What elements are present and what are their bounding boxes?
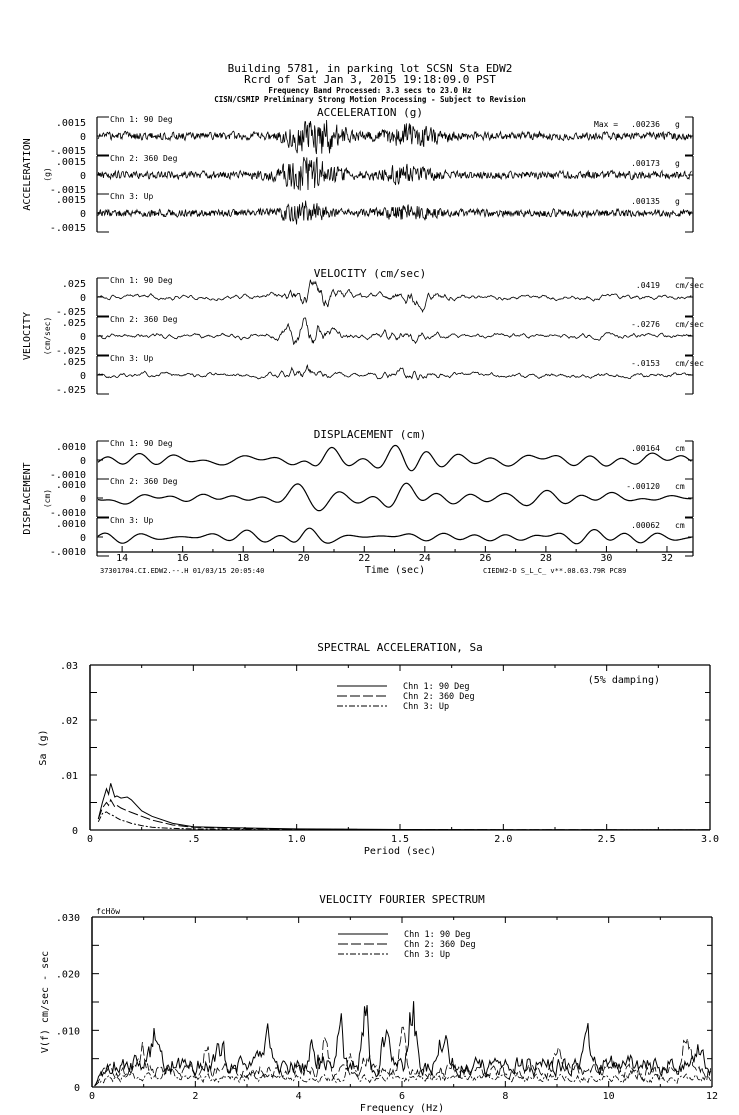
channel-peak-unit: g xyxy=(675,197,680,206)
y-tick-label-positive: .025 xyxy=(61,318,86,329)
channel-label: Chn 2: 360 Deg xyxy=(110,477,178,486)
displacement-trace-chn1 xyxy=(98,446,691,471)
y-tick-label-positive: .0010 xyxy=(55,442,86,453)
y-tick-label-zero: 0 xyxy=(79,132,86,143)
y-tick-label-positive: .0015 xyxy=(55,118,86,129)
time-tick-label: 30 xyxy=(600,553,613,564)
max-label: Max = xyxy=(594,120,619,129)
channel-label: Chn 1: 90 Deg xyxy=(110,115,173,124)
y-tick-label-zero: 0 xyxy=(79,293,86,304)
x-tick-label: 0 xyxy=(86,834,94,845)
y-tick-label-negative: -.0010 xyxy=(49,470,86,481)
time-tick-label: 28 xyxy=(539,553,552,564)
y-tick-label: 0 xyxy=(73,1083,80,1094)
y-axis-label: Sa (g) xyxy=(38,729,49,766)
y-tick-label-negative: -.025 xyxy=(55,346,86,357)
x-tick-label: 2 xyxy=(192,1091,199,1102)
y-tick-label-zero: 0 xyxy=(79,494,86,505)
y-tick-label-zero: 0 xyxy=(79,209,86,220)
velocity-axis-label: VELOCITY xyxy=(22,311,33,361)
spectral-acceleration-title: SPECTRAL ACCELERATION, Sa xyxy=(317,641,483,654)
sa-curve-chn1 xyxy=(98,783,710,830)
channel-label: Chn 3: Up xyxy=(110,516,154,525)
channel-peak-value: .00236 xyxy=(631,120,660,129)
channel-peak-value: -.0276 xyxy=(631,320,660,329)
channel-label: Chn 2: 360 Deg xyxy=(110,315,178,324)
channel-peak-unit: cm/sec xyxy=(675,281,704,290)
y-axis-label: V(f) cm/sec - sec xyxy=(40,950,51,1054)
channel-peak-unit: g xyxy=(675,120,680,129)
sa-curve-chn3 xyxy=(98,812,710,830)
x-tick-label: 0 xyxy=(88,1091,96,1102)
y-tick-label: .030 xyxy=(55,913,80,924)
legend-label-chn3: Chn 3: Up xyxy=(403,702,450,712)
y-tick-label-positive: .025 xyxy=(61,279,86,290)
channel-peak-value: .00164 xyxy=(631,444,660,453)
channel-peak-value: -.0153 xyxy=(631,359,660,368)
y-tick-label: .03 xyxy=(59,661,78,672)
fourier-curve-chn2 xyxy=(95,1027,711,1086)
y-tick-label-negative: -.0015 xyxy=(49,185,86,196)
processing-id-footer: CIEDW2-D S_L_C_ v**.08.63.79R PC89 xyxy=(483,567,627,575)
y-tick-label-negative: -.0015 xyxy=(49,223,86,234)
y-tick-label: .02 xyxy=(59,716,78,727)
x-axis-label: Period (sec) xyxy=(363,846,437,857)
time-tick-label: 22 xyxy=(358,553,371,564)
y-tick-label: .020 xyxy=(55,969,80,981)
x-tick-label: 10 xyxy=(602,1091,615,1102)
channel-peak-value: .0419 xyxy=(635,281,660,290)
x-tick-label: 3.0 xyxy=(700,834,720,845)
y-tick-label-negative: -.025 xyxy=(55,385,86,396)
time-tick-label: 20 xyxy=(297,553,310,564)
y-tick-label: .01 xyxy=(59,771,78,782)
y-tick-label-zero: 0 xyxy=(79,371,86,382)
time-tick-label: 14 xyxy=(116,553,129,564)
x-tick-label: 2.5 xyxy=(597,834,616,845)
x-tick-label: .5 xyxy=(187,834,200,845)
y-tick-label-zero: 0 xyxy=(79,456,86,467)
x-tick-label: 2.0 xyxy=(494,834,513,845)
channel-peak-unit: cm xyxy=(675,521,685,530)
channel-label: Chn 3: Up xyxy=(110,354,154,363)
channel-label: Chn 2: 360 Deg xyxy=(110,154,178,163)
y-tick-label-positive: .0015 xyxy=(55,157,86,168)
velocity-trace-chn3 xyxy=(98,365,691,380)
time-tick-label: 18 xyxy=(237,553,250,564)
displacement-title: DISPLACEMENT (cm) xyxy=(313,428,427,441)
y-tick-label-zero: 0 xyxy=(79,171,86,182)
channel-peak-unit: cm/sec xyxy=(675,359,704,368)
header-processing-note: CISN/CSMIP Preliminary Strong Motion Processing - Subject to Revision xyxy=(214,95,526,104)
channel-label: Chn 1: 90 Deg xyxy=(110,276,173,285)
corner-label: fcHöw xyxy=(96,907,121,916)
time-tick-label: 24 xyxy=(418,553,431,564)
legend-label-chn1: Chn 1: 90 Deg xyxy=(403,682,470,692)
y-tick-label-positive: .0010 xyxy=(55,480,86,491)
header-frequency-band: Frequency Band Processed: 3.3 secs to 23.0 Hz xyxy=(268,86,472,95)
legend-label-chn2: Chn 2: 360 Deg xyxy=(403,692,475,702)
channel-peak-unit: cm xyxy=(675,482,685,491)
y-tick-label-zero: 0 xyxy=(79,332,86,343)
velocity-unit-label: (cm/sec) xyxy=(43,316,52,356)
time-tick-label: 16 xyxy=(176,553,189,564)
acceleration-title: ACCELERATION (g) xyxy=(317,106,423,119)
channel-label: Chn 3: Up xyxy=(110,192,154,201)
y-tick-label-negative: -.0010 xyxy=(49,547,86,558)
velocity-trace-chn1 xyxy=(98,280,691,312)
displacement-trace-chn3 xyxy=(98,528,691,544)
channel-peak-unit: cm/sec xyxy=(675,320,704,329)
y-tick-label-negative: -.0015 xyxy=(49,146,86,157)
damping-note: (5% damping) xyxy=(587,675,660,686)
header-title: Building 5781, in parking lot SCSN Sta EDW2 xyxy=(227,62,513,75)
y-tick-label: 0 xyxy=(71,826,78,837)
legend-label-chn3: Chn 3: Up xyxy=(404,950,451,960)
channel-peak-value: .00173 xyxy=(631,159,660,168)
x-tick-label: 1.0 xyxy=(287,834,306,845)
legend-label-chn1: Chn 1: 90 Deg xyxy=(404,930,471,940)
x-tick-label: 1.5 xyxy=(390,834,410,845)
channel-peak-unit: cm xyxy=(675,444,685,453)
y-tick-label-positive: .025 xyxy=(61,357,86,368)
time-tick-label: 32 xyxy=(660,553,673,564)
displacement-trace-chn2 xyxy=(98,483,691,510)
record-id-footer: 37301704.CI.EDW2.--.H 01/03/15 20:05:40 xyxy=(100,567,265,575)
x-tick-label: 8 xyxy=(502,1091,509,1102)
x-tick-label: 4 xyxy=(295,1091,302,1102)
acceleration-unit-label: (g) xyxy=(43,167,52,182)
channel-label: Chn 1: 90 Deg xyxy=(110,439,173,448)
channel-peak-unit: g xyxy=(675,159,680,168)
displacement-axis-label: DISPLACEMENT xyxy=(22,462,33,535)
velocity-fourier-spectrum-title: VELOCITY FOURIER SPECTRUM xyxy=(319,893,485,906)
time-axis-label: Time (sec) xyxy=(364,565,426,576)
time-tick-label: 26 xyxy=(479,553,492,564)
acceleration-trace-chn2 xyxy=(98,157,691,191)
legend-label-chn2: Chn 2: 360 Deg xyxy=(404,940,476,950)
x-tick-label: 12 xyxy=(705,1091,719,1102)
acceleration-trace-chn3 xyxy=(98,201,691,225)
velocity-title: VELOCITY (cm/sec) xyxy=(313,267,427,280)
y-tick-label-negative: -.025 xyxy=(55,307,86,318)
channel-peak-value: .00135 xyxy=(631,197,660,206)
y-tick-label-negative: -.0010 xyxy=(49,508,86,519)
y-tick-label-positive: .0010 xyxy=(55,519,86,530)
displacement-unit-label: (cm) xyxy=(43,488,52,509)
x-axis-label: Frequency (Hz) xyxy=(359,1103,445,1114)
y-tick-label-positive: .0015 xyxy=(55,195,86,206)
y-tick-label-zero: 0 xyxy=(79,533,86,544)
channel-peak-value: -.00120 xyxy=(626,482,660,491)
sa-curve-chn2 xyxy=(98,800,710,830)
velocity-trace-chn2 xyxy=(98,318,691,344)
header-record-time: Rcrd of Sat Jan 3, 2015 19:18:09.0 PST xyxy=(244,73,496,86)
x-tick-label: 6 xyxy=(398,1091,406,1102)
y-tick-label: .010 xyxy=(55,1026,80,1038)
acceleration-axis-label: ACCELERATION xyxy=(22,138,33,211)
fourier-curve-chn1 xyxy=(95,1001,711,1085)
channel-peak-value: .00062 xyxy=(631,521,660,530)
